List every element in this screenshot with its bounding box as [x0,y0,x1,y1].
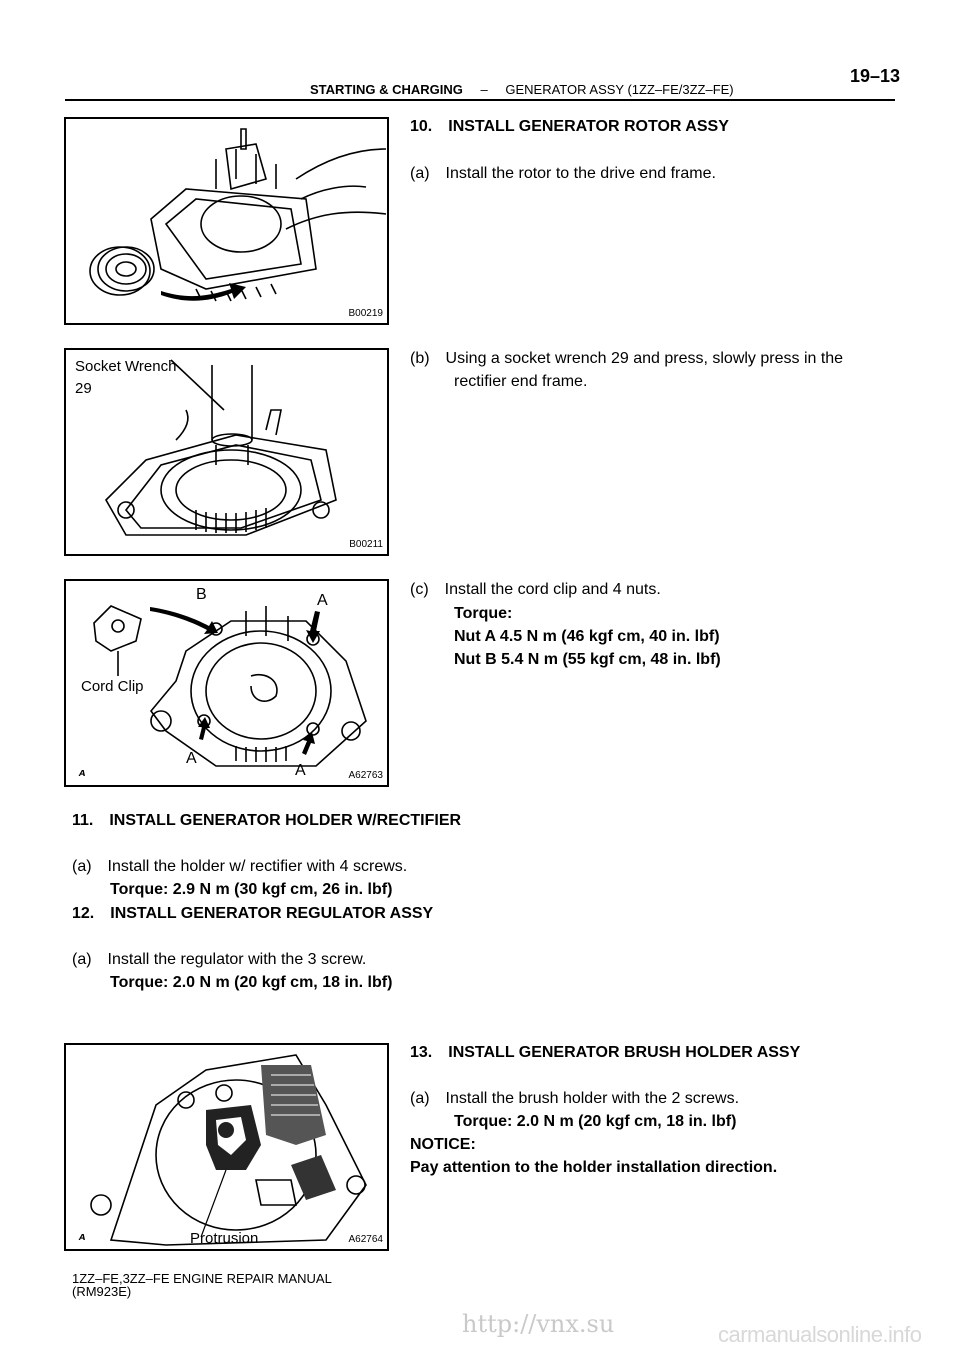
nut-label-a-bottom-left: A [186,750,197,767]
step-13-torque: Torque: 2.0 N m (20 kgf cm, 18 in. lbf) [454,1113,737,1130]
figure-id: A62763 [348,770,383,781]
step-10-c: (c) Install the cord clip and 4 nuts. [410,581,661,598]
step-11-torque: Torque: 2.9 N m (30 kgf cm, 26 in. lbf) [110,881,393,898]
notice-label: NOTICE: [410,1136,476,1153]
nut-label-a-top: A [317,592,328,609]
nut-label-b: B [196,586,207,603]
figure-id: B00211 [349,539,383,550]
cord-clip-label: Cord Clip [81,678,144,695]
header-dash: – [480,82,488,97]
figure-id: A62764 [348,1234,383,1245]
watermark-right: carmanualsonline.info [718,1322,922,1347]
socket-wrench-illustration [66,350,387,554]
footer-manual-code: (RM923E) [72,1284,132,1299]
figure-cord-clip-nuts [64,579,389,787]
figure-rotor-install [64,117,389,325]
protrusion-label: Protrusion [190,1230,259,1247]
page-number: 19–13 [850,66,901,86]
running-header [310,82,734,97]
figure-id: B00219 [348,308,383,319]
nut-label-a-bottom-right: A [295,762,306,779]
step-10-c-nut-a: Nut A 4.5 N m (46 kgf cm, 40 in. lbf) [454,628,720,645]
step-10-a: (a) Install the rotor to the drive end frame. [410,165,716,182]
step-10-b-line1: (b) Using a socket wrench 29 and press, slowly press in the [410,350,844,367]
figure-socket-wrench [64,348,389,556]
figure-brush-holder [64,1043,389,1251]
step-10-b-line2: rectifier end frame. [454,373,588,390]
footer-manual-title: 1ZZ–FE,3ZZ–FE ENGINE REPAIR MANUAL [72,1271,332,1286]
brush-holder-illustration [66,1045,387,1249]
logo-mark: ᴀ [79,767,86,779]
header-subsection: GENERATOR ASSY (1ZZ–FE/3ZZ–FE) [505,82,734,97]
step-11-a: (a) Install the holder w/ rectifier with 4 screws. [72,858,408,875]
watermark-left: http://vnx.su [462,1310,615,1338]
header-section: STARTING & CHARGING [310,82,463,97]
step-13-a: (a) Install the brush holder with the 2 screws. [410,1090,740,1107]
step-10-c-torque-label: Torque: [454,605,513,622]
header-rule [65,99,895,101]
notice-text: Pay attention to the holder installation direction. [410,1159,778,1176]
step-12-torque: Torque: 2.0 N m (20 kgf cm, 18 in. lbf) [110,974,393,991]
step-13-title: 13. INSTALL GENERATOR BRUSH HOLDER ASSY [410,1044,801,1061]
step-11-title: 11. INSTALL GENERATOR HOLDER W/RECTIFIER [72,812,462,829]
socket-wrench-label-line2: 29 [75,380,92,397]
step-10-title: 10. INSTALL GENERATOR ROTOR ASSY [410,118,729,135]
logo-mark: ᴀ [79,1231,86,1243]
rotor-install-illustration [66,119,387,323]
step-10-c-nut-b: Nut B 5.4 N m (55 kgf cm, 48 in. lbf) [454,651,721,668]
footer [72,1272,332,1298]
step-12-title: 12. INSTALL GENERATOR REGULATOR ASSY [72,905,434,922]
socket-wrench-label-line1: Socket Wrench [75,358,177,375]
step-12-a: (a) Install the regulator with the 3 screw. [72,951,367,968]
